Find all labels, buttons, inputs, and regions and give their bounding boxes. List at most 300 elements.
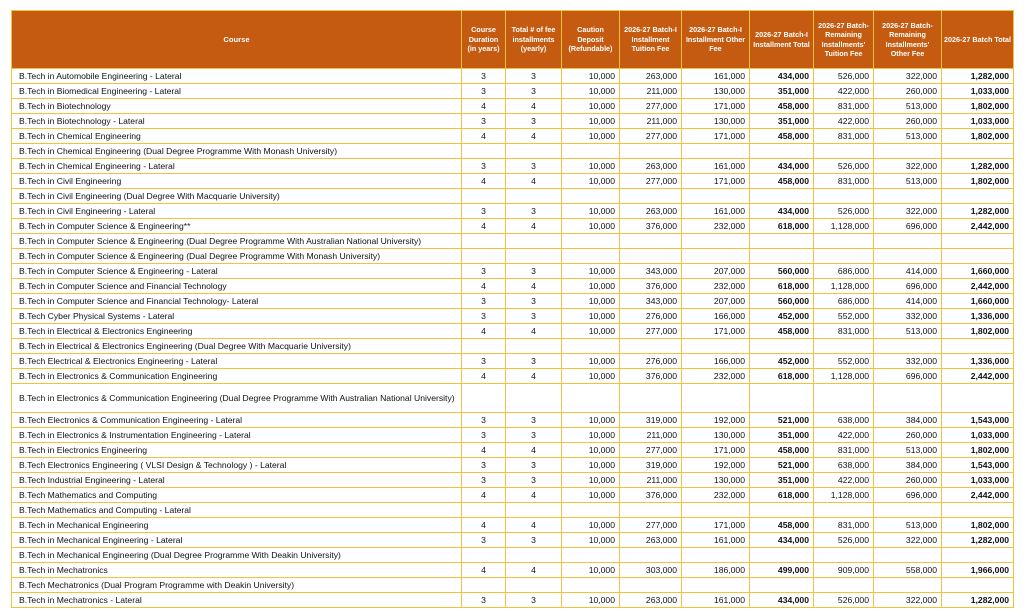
batch1-total-cell: 351,000 [750,84,814,99]
duration-cell: 3 [462,458,506,473]
remaining-tuition-header: 2026-27 Batch-Remaining Installments' Tuition Fee [814,11,874,69]
table-row [12,69,1014,84]
batch1-other-cell: 171,000 [682,99,750,114]
caution-deposit-cell: 10,000 [562,309,620,324]
remaining-other-cell: 322,000 [874,533,942,548]
batch-total-cell: 1,802,000 [942,324,1014,339]
duration-cell: 4 [462,219,506,234]
duration-cell: 4 [462,443,506,458]
batch-total-cell [942,234,1014,249]
duration-cell: 4 [462,279,506,294]
batch1-tuition-cell: 376,000 [620,488,682,503]
installments-cell [506,144,562,159]
batch1-other-cell [682,189,750,204]
fee-table [11,10,1014,608]
batch1-tuition-header: 2026-27 Batch-I Installment Tuition Fee [620,11,682,69]
batch1-total-cell: 351,000 [750,428,814,443]
remaining-other-cell: 384,000 [874,458,942,473]
remaining-tuition-cell: 526,000 [814,204,874,219]
remaining-other-cell [874,384,942,413]
batch-total-cell: 1,966,000 [942,563,1014,578]
table-row [12,503,1014,518]
caution-deposit-cell: 10,000 [562,204,620,219]
remaining-tuition-cell: 831,000 [814,129,874,144]
duration-cell: 3 [462,428,506,443]
duration-cell: 4 [462,129,506,144]
batch-total-cell: 1,336,000 [942,309,1014,324]
batch1-total-header: 2026-27 Batch-I Installment Total [750,11,814,69]
batch1-tuition-cell [620,249,682,264]
batch1-other-cell: 192,000 [682,413,750,428]
remaining-other-cell: 696,000 [874,488,942,503]
caution-deposit-cell: 10,000 [562,488,620,503]
batch1-total-cell: 458,000 [750,443,814,458]
batch-total-cell [942,548,1014,563]
caution-deposit-cell: 10,000 [562,518,620,533]
table-row [12,99,1014,114]
installments-cell: 3 [506,159,562,174]
caution-deposit-cell [562,189,620,204]
batch-total-cell: 1,033,000 [942,473,1014,488]
remaining-other-cell: 513,000 [874,518,942,533]
installments-cell: 4 [506,279,562,294]
batch-total-cell: 1,802,000 [942,99,1014,114]
batch1-other-cell: 171,000 [682,129,750,144]
course-cell: B.Tech in Computer Science & Engineering - Lateral [12,264,462,279]
installments-cell: 3 [506,69,562,84]
installments-cell: 3 [506,593,562,608]
duration-cell: 4 [462,563,506,578]
course-cell: B.Tech in Civil Engineering - Lateral [12,204,462,219]
batch1-total-cell [750,144,814,159]
course-cell: B.Tech Mathematics and Computing [12,488,462,503]
duration-cell: 3 [462,264,506,279]
course-cell: B.Tech in Computer Science & Engineering (Dual Degree Programme With Australian National University) [12,234,462,249]
installments-cell [506,249,562,264]
caution-deposit-cell: 10,000 [562,264,620,279]
table-row [12,578,1014,593]
batch-total-cell [942,249,1014,264]
table-row [12,129,1014,144]
duration-cell [462,548,506,563]
caution-deposit-cell [562,339,620,354]
table-row [12,533,1014,548]
batch1-other-cell [682,144,750,159]
course-cell: B.Tech in Computer Science and Financial Technology- Lateral [12,294,462,309]
course-cell: B.Tech in Computer Science & Engineering (Dual Degree Programme With Monash University) [12,249,462,264]
batch1-tuition-cell: 211,000 [620,84,682,99]
fee-table-container [11,10,1013,608]
course-cell: B.Tech in Chemical Engineering (Dual Degree Programme With Monash University) [12,144,462,159]
remaining-other-cell [874,144,942,159]
batch1-tuition-cell: 277,000 [620,129,682,144]
remaining-tuition-cell: 422,000 [814,473,874,488]
batch1-total-cell: 521,000 [750,413,814,428]
batch-total-header: 2026-27 Batch Total [942,11,1014,69]
batch-total-cell [942,384,1014,413]
batch-total-cell [942,339,1014,354]
batch1-other-cell: 161,000 [682,159,750,174]
batch1-total-cell: 434,000 [750,69,814,84]
table-row [12,369,1014,384]
installments-cell: 4 [506,369,562,384]
duration-cell [462,189,506,204]
caution-deposit-cell [562,548,620,563]
batch-total-cell: 1,033,000 [942,84,1014,99]
remaining-other-cell: 513,000 [874,324,942,339]
course-cell: B.Tech Electronics & Communication Engineering - Lateral [12,413,462,428]
remaining-other-cell [874,503,942,518]
installments-cell: 4 [506,129,562,144]
batch-total-cell: 1,336,000 [942,354,1014,369]
batch1-tuition-cell: 263,000 [620,593,682,608]
course-header: Course [12,11,462,69]
course-cell: B.Tech in Chemical Engineering [12,129,462,144]
batch1-other-cell: 232,000 [682,279,750,294]
batch1-total-cell: 434,000 [750,159,814,174]
batch1-tuition-cell: 343,000 [620,294,682,309]
batch1-other-cell: 161,000 [682,533,750,548]
batch-total-cell: 1,660,000 [942,264,1014,279]
batch-total-cell: 1,282,000 [942,204,1014,219]
batch-total-cell: 1,282,000 [942,533,1014,548]
batch1-other-cell: 171,000 [682,324,750,339]
batch-total-cell: 1,543,000 [942,458,1014,473]
batch-total-cell: 2,442,000 [942,219,1014,234]
batch1-other-cell [682,578,750,593]
table-row [12,144,1014,159]
remaining-tuition-cell: 686,000 [814,294,874,309]
batch1-tuition-cell [620,234,682,249]
installments-cell: 4 [506,99,562,114]
caution-deposit-cell: 10,000 [562,473,620,488]
table-row [12,204,1014,219]
course-cell: B.Tech in Electronics & Communication Engineering (Dual Degree Programme With Australian National University) [12,384,462,413]
caution-deposit-cell: 10,000 [562,294,620,309]
remaining-other-cell: 260,000 [874,473,942,488]
remaining-tuition-cell: 526,000 [814,159,874,174]
batch1-total-cell [750,548,814,563]
installments-cell: 3 [506,458,562,473]
remaining-tuition-cell: 638,000 [814,458,874,473]
batch1-tuition-cell: 277,000 [620,324,682,339]
remaining-other-cell: 414,000 [874,264,942,279]
course-cell: B.Tech in Biotechnology [12,99,462,114]
batch1-total-cell: 351,000 [750,114,814,129]
caution-deposit-cell: 10,000 [562,174,620,189]
installments-cell: 3 [506,413,562,428]
installments-cell: 3 [506,114,562,129]
batch1-other-cell: 171,000 [682,174,750,189]
caution-deposit-cell: 10,000 [562,563,620,578]
course-cell: B.Tech in Electronics Engineering [12,443,462,458]
course-cell: B.Tech in Mechanical Engineering [12,518,462,533]
batch1-other-cell: 130,000 [682,473,750,488]
batch1-tuition-cell [620,384,682,413]
duration-cell: 3 [462,413,506,428]
batch1-other-cell: 186,000 [682,563,750,578]
course-cell: B.Tech in Mechanical Engineering (Dual Degree Programme With Deakin University) [12,548,462,563]
batch1-tuition-cell [620,144,682,159]
batch1-total-cell: 618,000 [750,219,814,234]
remaining-tuition-cell [814,578,874,593]
batch-total-cell: 1,802,000 [942,443,1014,458]
duration-cell: 3 [462,533,506,548]
caution-deposit-cell [562,578,620,593]
batch1-other-header: 2026-27 Batch-I Installment Other Fee [682,11,750,69]
batch1-other-cell [682,249,750,264]
installments-cell [506,578,562,593]
course-cell: B.Tech in Computer Science & Engineering** [12,219,462,234]
batch1-tuition-cell: 211,000 [620,473,682,488]
batch-total-cell: 2,442,000 [942,279,1014,294]
table-row [12,219,1014,234]
batch1-total-cell: 458,000 [750,129,814,144]
remaining-other-cell: 513,000 [874,174,942,189]
installments-cell: 3 [506,309,562,324]
batch1-tuition-cell: 343,000 [620,264,682,279]
course-cell: B.Tech in Civil Engineering (Dual Degree With Macquarie University) [12,189,462,204]
duration-cell: 3 [462,204,506,219]
duration-cell: 3 [462,593,506,608]
installments-cell: 4 [506,563,562,578]
table-row [12,354,1014,369]
remaining-tuition-cell: 831,000 [814,324,874,339]
caution-deposit-cell: 10,000 [562,354,620,369]
installments-cell: 3 [506,428,562,443]
table-row [12,488,1014,503]
caution-deposit-cell: 10,000 [562,114,620,129]
remaining-other-cell: 322,000 [874,159,942,174]
batch1-tuition-cell: 263,000 [620,533,682,548]
course-cell: B.Tech in Civil Engineering [12,174,462,189]
table-row [12,443,1014,458]
batch1-total-cell [750,503,814,518]
batch1-total-cell: 618,000 [750,488,814,503]
remaining-other-cell [874,249,942,264]
batch1-tuition-cell: 211,000 [620,428,682,443]
batch-total-cell: 1,282,000 [942,159,1014,174]
batch1-other-cell: 171,000 [682,518,750,533]
batch1-total-cell: 618,000 [750,369,814,384]
remaining-tuition-cell [814,503,874,518]
remaining-other-cell: 322,000 [874,204,942,219]
course-cell: B.Tech in Mechanical Engineering - Lateral [12,533,462,548]
remaining-tuition-cell [814,339,874,354]
course-cell: B.Tech Electrical & Electronics Engineering - Lateral [12,354,462,369]
batch1-tuition-cell: 263,000 [620,69,682,84]
table-row [12,174,1014,189]
batch1-other-cell [682,234,750,249]
remaining-other-cell: 260,000 [874,84,942,99]
remaining-tuition-cell: 831,000 [814,518,874,533]
duration-cell [462,339,506,354]
installments-cell: 4 [506,518,562,533]
table-row [12,428,1014,443]
batch1-tuition-cell: 376,000 [620,279,682,294]
installments-cell: 3 [506,264,562,279]
remaining-tuition-cell: 422,000 [814,84,874,99]
batch-total-cell: 1,802,000 [942,174,1014,189]
batch1-tuition-cell: 319,000 [620,413,682,428]
batch1-total-cell: 434,000 [750,533,814,548]
table-row [12,384,1014,413]
remaining-tuition-cell [814,234,874,249]
installments-cell [506,339,562,354]
batch1-total-cell: 458,000 [750,518,814,533]
course-cell: B.Tech in Mechatronics [12,563,462,578]
remaining-tuition-cell: 422,000 [814,114,874,129]
batch1-other-cell: 166,000 [682,354,750,369]
caution-deposit-cell: 10,000 [562,219,620,234]
duration-cell: 3 [462,354,506,369]
course-cell: B.Tech Mathematics and Computing - Lateral [12,503,462,518]
installments-cell [506,548,562,563]
batch1-total-cell: 452,000 [750,354,814,369]
table-row [12,518,1014,533]
remaining-tuition-cell: 1,128,000 [814,219,874,234]
installments-cell [506,384,562,413]
duration-cell: 4 [462,174,506,189]
remaining-tuition-cell: 686,000 [814,264,874,279]
table-row [12,413,1014,428]
duration-header: Course Duration (in years) [462,11,506,69]
batch-total-cell [942,503,1014,518]
duration-cell [462,144,506,159]
duration-cell: 4 [462,99,506,114]
batch1-total-cell [750,234,814,249]
batch1-other-cell: 161,000 [682,204,750,219]
remaining-tuition-cell: 526,000 [814,69,874,84]
table-row [12,159,1014,174]
batch1-tuition-cell [620,503,682,518]
table-row [12,458,1014,473]
remaining-tuition-cell: 831,000 [814,174,874,189]
batch1-total-cell: 434,000 [750,593,814,608]
batch-total-cell: 1,543,000 [942,413,1014,428]
remaining-other-cell: 322,000 [874,69,942,84]
batch1-tuition-cell: 263,000 [620,204,682,219]
installments-cell: 3 [506,84,562,99]
batch-total-cell: 2,442,000 [942,488,1014,503]
duration-cell: 3 [462,473,506,488]
installments-cell: 3 [506,294,562,309]
installments-cell: 4 [506,174,562,189]
remaining-other-cell: 513,000 [874,99,942,114]
installments-cell: 3 [506,204,562,219]
caution-deposit-cell [562,249,620,264]
remaining-tuition-cell [814,144,874,159]
remaining-tuition-cell: 831,000 [814,443,874,458]
batch1-total-cell: 560,000 [750,264,814,279]
installments-cell [506,503,562,518]
batch1-total-cell [750,384,814,413]
caution-deposit-cell: 10,000 [562,369,620,384]
batch1-other-cell: 161,000 [682,593,750,608]
batch1-tuition-cell: 277,000 [620,518,682,533]
caution-deposit-cell: 10,000 [562,279,620,294]
caution-deposit-cell: 10,000 [562,84,620,99]
table-row [12,339,1014,354]
caution-deposit-cell: 10,000 [562,69,620,84]
batch1-tuition-cell: 376,000 [620,219,682,234]
batch-total-cell: 1,802,000 [942,518,1014,533]
remaining-tuition-cell: 526,000 [814,593,874,608]
duration-cell: 3 [462,309,506,324]
batch1-other-cell: 232,000 [682,369,750,384]
batch-total-cell [942,189,1014,204]
installments-cell: 3 [506,473,562,488]
batch1-other-cell: 192,000 [682,458,750,473]
batch1-tuition-cell: 276,000 [620,309,682,324]
batch1-other-cell [682,339,750,354]
batch1-other-cell: 207,000 [682,294,750,309]
remaining-other-cell: 384,000 [874,413,942,428]
batch1-tuition-cell: 263,000 [620,159,682,174]
duration-cell: 4 [462,518,506,533]
table-row [12,548,1014,563]
remaining-tuition-cell [814,548,874,563]
course-cell: B.Tech Industrial Engineering - Lateral [12,473,462,488]
batch1-total-cell: 458,000 [750,174,814,189]
batch1-other-cell [682,503,750,518]
caution-deposit-cell: 10,000 [562,458,620,473]
remaining-other-cell: 558,000 [874,563,942,578]
course-cell: B.Tech in Mechatronics - Lateral [12,593,462,608]
batch1-total-cell: 434,000 [750,204,814,219]
course-cell: B.Tech in Electronics & Instrumentation Engineering - Lateral [12,428,462,443]
remaining-other-cell: 332,000 [874,354,942,369]
table-header [12,11,1014,69]
installments-cell [506,234,562,249]
duration-cell [462,578,506,593]
caution-deposit-cell: 10,000 [562,413,620,428]
batch1-total-cell [750,249,814,264]
remaining-tuition-cell: 1,128,000 [814,369,874,384]
caution-deposit-cell: 10,000 [562,533,620,548]
installments-cell: 4 [506,324,562,339]
batch1-other-cell [682,384,750,413]
table-row [12,84,1014,99]
batch1-other-cell [682,548,750,563]
remaining-tuition-cell: 1,128,000 [814,488,874,503]
duration-cell: 4 [462,488,506,503]
remaining-other-cell: 696,000 [874,369,942,384]
batch1-total-cell: 351,000 [750,473,814,488]
course-cell: B.Tech Cyber Physical Systems - Lateral [12,309,462,324]
remaining-tuition-cell [814,249,874,264]
duration-cell [462,249,506,264]
duration-cell: 3 [462,69,506,84]
batch1-other-cell: 232,000 [682,219,750,234]
batch-total-cell: 1,282,000 [942,69,1014,84]
course-cell: B.Tech in Automobile Engineering - Lateral [12,69,462,84]
caution-deposit-header: Caution Deposit (Refundable) [562,11,620,69]
caution-deposit-cell [562,234,620,249]
batch1-total-cell: 452,000 [750,309,814,324]
caution-deposit-cell [562,144,620,159]
batch1-other-cell: 166,000 [682,309,750,324]
installments-header: Total # of fee installments (yearly) [506,11,562,69]
batch1-tuition-cell: 276,000 [620,354,682,369]
batch1-other-cell: 130,000 [682,84,750,99]
batch-total-cell: 1,802,000 [942,129,1014,144]
course-cell: B.Tech Mechatronics (Dual Program Programme with Deakin University) [12,578,462,593]
batch-total-cell: 1,033,000 [942,114,1014,129]
remaining-tuition-cell: 526,000 [814,533,874,548]
batch1-tuition-cell: 277,000 [620,99,682,114]
course-cell: B.Tech in Chemical Engineering - Lateral [12,159,462,174]
